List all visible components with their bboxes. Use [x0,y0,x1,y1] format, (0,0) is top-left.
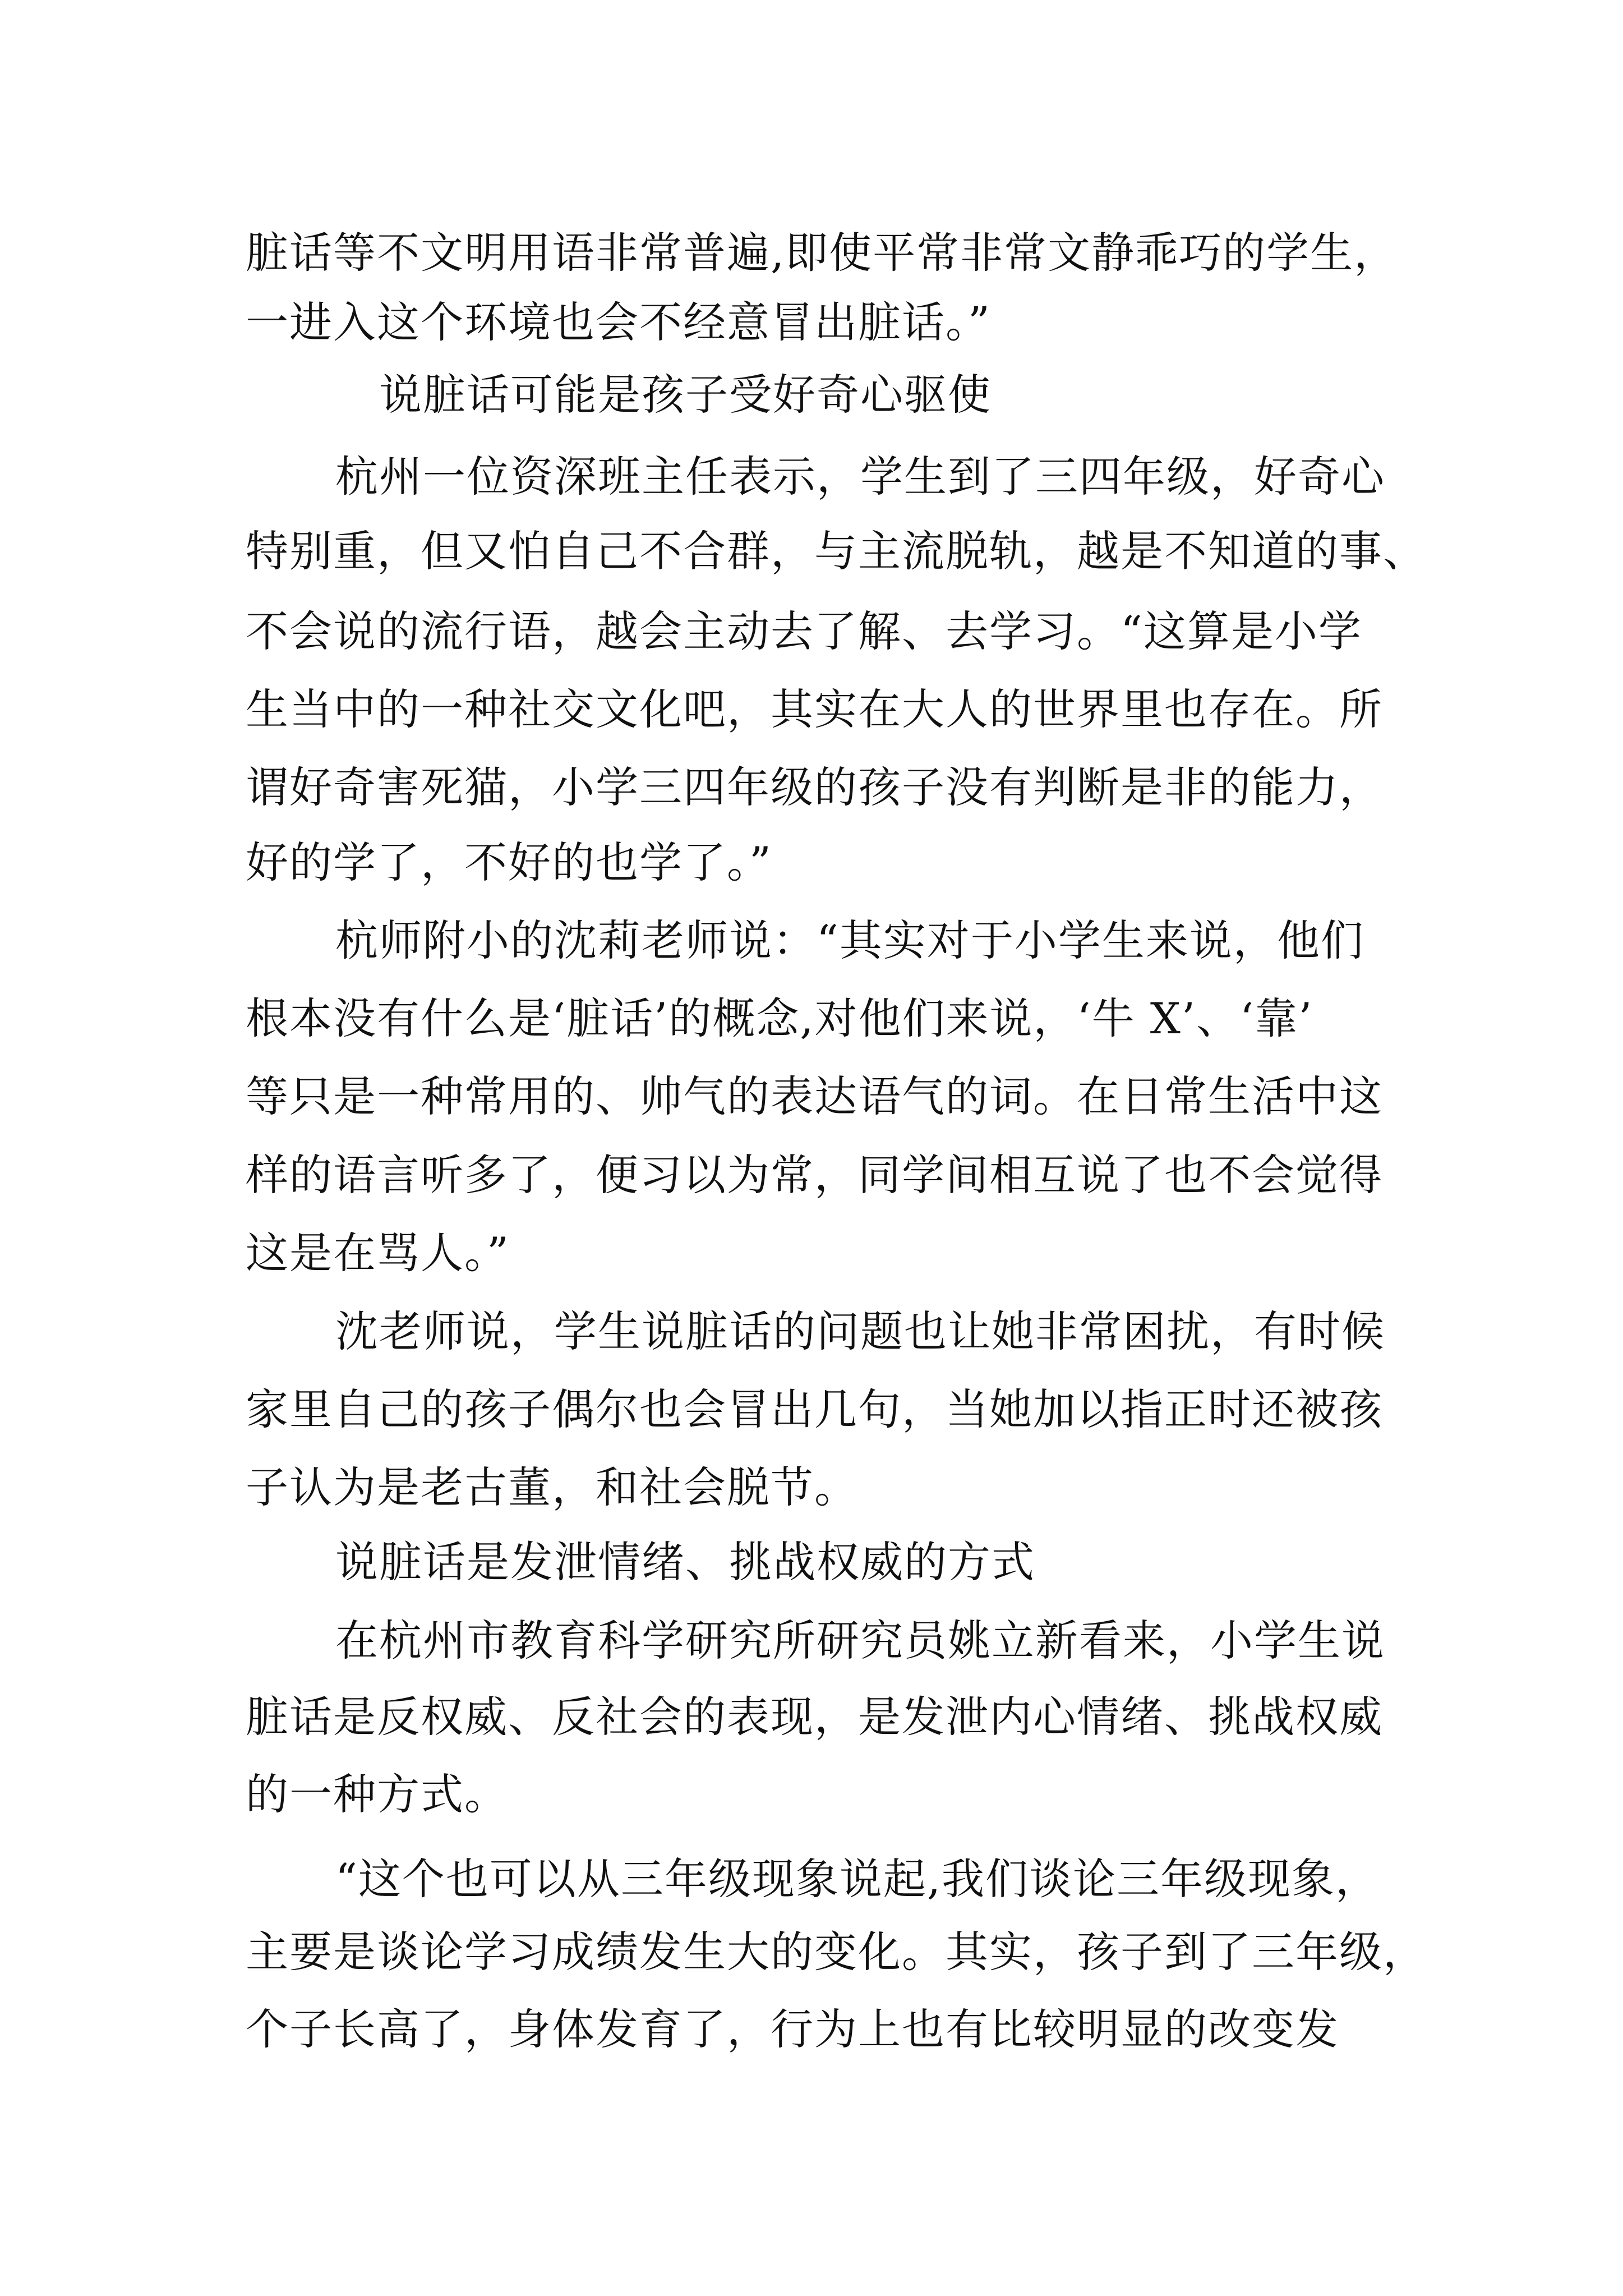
text-line: 生当中的一种社交文化吧，其实在大人的世界里也存在。所 [246,684,1383,734]
text-line: 等只是一种常用的、帅气的表达语气的词。在日常生活中这 [246,1071,1383,1121]
text-line: 不会说的流行语，越会主动去了解、去学习。“这算是小学 [246,606,1362,656]
text-line: 沈老师说，学生说脏话的问题也让她非常困扰，有时候 [335,1306,1385,1356]
text-line: 好的学了，不好的也学了。” [246,838,772,887]
text-line: 在杭州市教育科学研究所研究员姚立新看来，小学生说 [335,1616,1385,1665]
text-line: 特别重，但又怕自己不合群，与主流脱轨，越是不知道的事、 [246,526,1427,576]
text-line: 一进入这个环境也会不经意冒出脏话。” [246,297,991,347]
text-line: 脏话是反权威、反社会的表现，是发泄内心情绪、挑战权威 [246,1692,1383,1742]
text-line: 主要是谈论学习成绩发生大的变化。其实，孩子到了三年级， [246,1927,1427,1977]
text-line: 的一种方式。 [246,1769,508,1819]
text-line: 家里自己的孩子偶尔也会冒出几句，当她加以指正时还被孩 [246,1384,1383,1434]
section-heading: 说脏话是发泄情绪、挑战权威的方式 [335,1537,1035,1587]
text-line: 这是在骂人。” [246,1228,510,1278]
text-line: 脏话等不文明用语非常普遍,即使平常非常文静乖巧的学生， [246,228,1398,278]
text-line: 个子长高了，身体发育了，行为上也有比较明显的改变发 [246,2004,1339,2054]
text-line: 根本没有什么是‘脏话’的概念,对他们来说，‘牛 X’、‘靠’ [246,993,1313,1043]
section-heading: 说脏话可能是孩子受好奇心驱使 [379,370,992,420]
text-line: 谓好奇害死猫，小学三四年级的孩子没有判断是非的能力， [246,762,1383,812]
text-line: 杭师附小的沈莉老师说：“其实对于小学生来说，他们 [335,915,1364,965]
text-line: “这个也可以从三年级现象说起,我们谈论三年级现象， [335,1854,1380,1904]
text-line: 杭州一位资深班主任表示，学生到了三四年级，好奇心 [335,452,1385,501]
text-line: 样的语言听多了，便习以为常，同学间相互说了也不会觉得 [246,1150,1383,1200]
text-line: 子认为是老古董，和社会脱节。 [246,1462,858,1512]
